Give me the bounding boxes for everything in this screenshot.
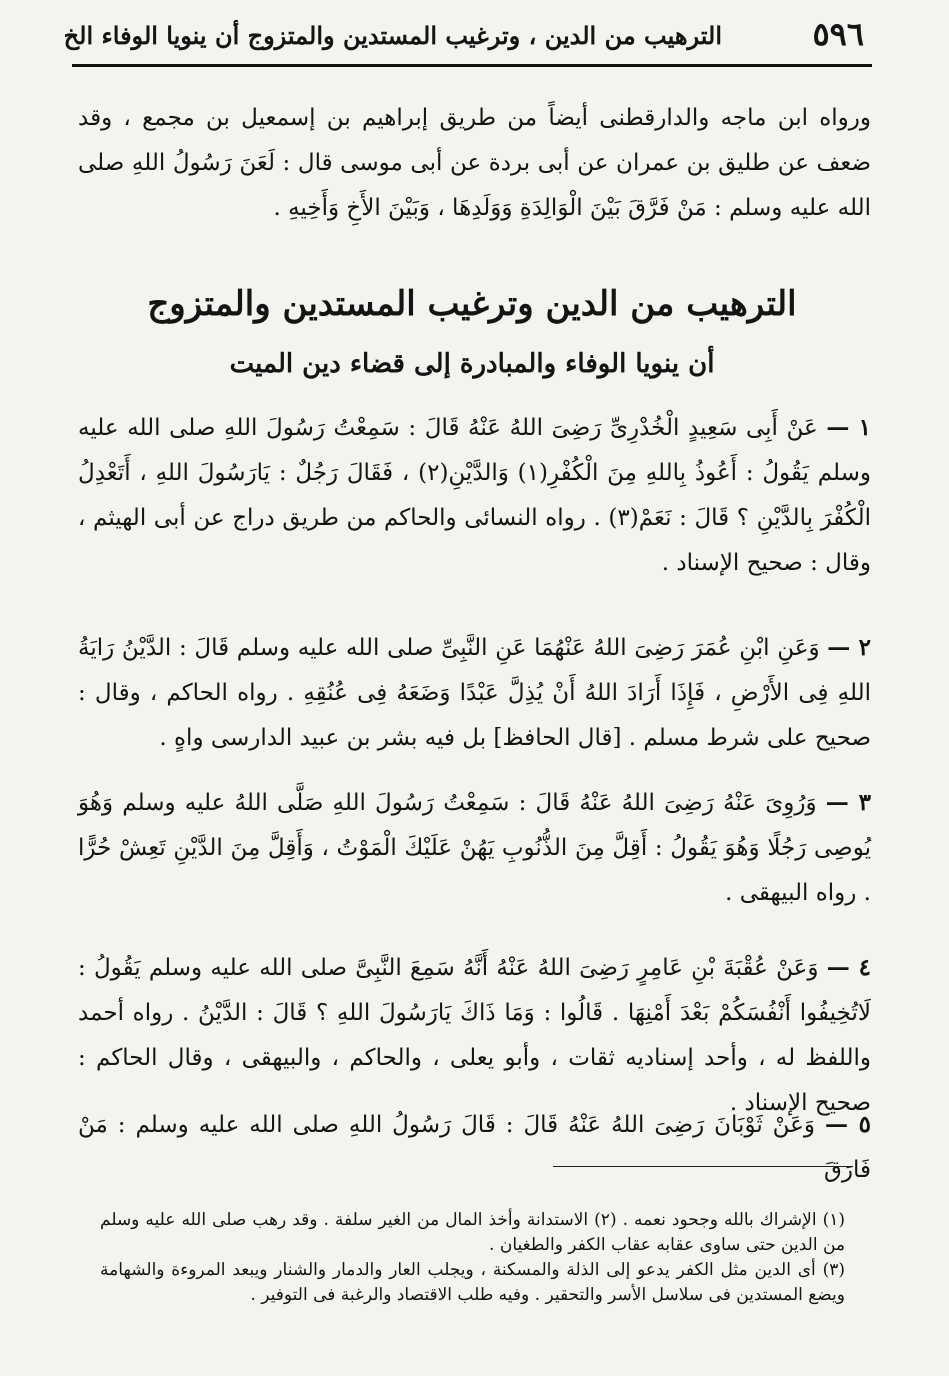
hadith-number: ٢ — (827, 634, 871, 661)
hadith-number: ١ — (826, 414, 871, 441)
hadith-text: عَنْ أَبِى سَعِيدٍ الْخُدْرِىِّ رَضِىَ اللهُ عَنْهُ قَالَ : سَمِعْتُ رَسُولَ اللهِ صلى الله عليه وسلم يَقُولُ : أَعُوذُ بِاللهِ مِنَ الْكُفْرِ(١) وَالدَّيْنِ(٢) ، فَقَالَ رَجُلٌ : يَارَسُولَ اللهِ ، أَتَعْدِلُ الْكُفْرَ بِالدَّيْنِ ؟ قَالَ : نَعَمْ(٣) . رواه النسائى والحاكم من طريق دراج عن أبى الهيثم ، وقال : صحيح الإسناد . (78, 415, 871, 576)
hadith-5 (78, 1102, 871, 1193)
section-subtitle: أن ينويا الوفاء والمبادرة إلى قضاء دين الميت (229, 349, 715, 379)
hadith-3 (78, 780, 871, 916)
intro-paragraph: ورواه ابن ماجه والدارقطنى أيضاً من طريق إبراهيم بن إسمعيل بن مجمع ، وقد ضعف عن طليق بن عمران عن أبى بردة عن أبى موسى قال : لَعَنَ رَسُولُ اللهِ صلى الله عليه وسلم : مَنْ فَرَّقَ بَيْنَ الْوَالِدَةِ وَوَلَدِهَا ، وَبَيْنَ الأَخِ وَأَخِيهِ . (78, 105, 871, 221)
hadith-text: وَعَنْ عُقْبَةَ بْنِ عَامِرٍ رَضِىَ اللهُ عَنْهُ أَنَّهُ سَمِعَ النَّبِىَّ صلى الله عليه وسلم يَقُولُ : لَاتُخِيفُوا أَنْفُسَكُمْ بَعْدَ أَمْنِهَا . قَالُوا : وَمَا ذَاكَ يَارَسُولَ اللهِ ؟ قَالَ : الدَّيْنُ . رواه أحمد واللفظ له ، وأحد إسناديه ثقات ، وأبو يعلى ، والحاكم ، والبيهقى ، وقال الحاكم : صحيح الإسناد . (78, 955, 871, 1116)
hadith-2 (78, 625, 871, 761)
hadith-text: وَعَنْ ثَوْبَانَ رَضِىَ اللهُ عَنْهُ قَالَ : قَالَ رَسُولُ اللهِ صلى الله عليه وسلم : مَنْ فَارَقَ (78, 1112, 871, 1183)
page-number: ٥٩٦ (812, 15, 864, 53)
running-title: الترهيب من الدين ، وترغيب المستدين والمتزوج أن ينويا الوفاء الخ (63, 21, 722, 50)
hadith-text: وَعَنِ ابْنِ عُمَرَ رَضِىَ اللهُ عَنْهُمَا عَنِ النَّبِىِّ صلى الله عليه وسلم قَالَ : الدَّيْنُ رَايَةُ اللهِ فِى الأَرْضِ ، فَإِذَا أَرَادَ اللهُ أَنْ يُذِلَّ عَبْدًا وَضَعَهُ فِى عُنُقِهِ . رواه الحاكم ، وقال : صحيح على شرط مسلم . [قال الحافظ] بل فيه بشر بن عبيد الدارسى واهٍ . (78, 635, 871, 751)
hadith-number: ٣ — (825, 789, 872, 816)
hadith-4 (78, 945, 871, 1126)
footnote-divider (553, 1166, 853, 1167)
hadith-1 (78, 405, 871, 586)
hadith-number: ٥ — (825, 1111, 872, 1138)
footnote: (٣) أى الدين مثل الكفر يدعو إلى الذلة والمسكنة ، ويجلب العار والدمار والشنار ويبعد المروءة والشهامة ويضع المستدين فى سلاسل الأسر والتحقير . وفيه طلب الاقتصاد والرغبة فى التوفير . (100, 1260, 845, 1305)
section-title: الترهيب من الدين وترغيب المستدين والمتزوج (147, 284, 797, 324)
footnote: (١) الإشراك بالله وجحود نعمه . (٢) الاستدانة وأخذ المال من الغير سلفة . وقد رهب صلى الله عليه وسلم من الدين حتى ساوى عقابه عقاب الكفر والطغيان . (100, 1210, 846, 1255)
footnotes (100, 1208, 845, 1308)
page-header (63, 8, 872, 67)
hadith-text: وَرُوِىَ عَنْهُ رَضِىَ اللهُ عَنْهُ قَالَ : سَمِعْتُ رَسُولَ اللهِ صَلَّى اللهُ عليه وسلم وَهُوَ يُوصِى رَجُلًا وَهُوَ يَقُولُ : أَقِلَّ مِنَ الذُّنُوبِ يَهُنْ عَلَيْكَ الْمَوْتُ ، وَأَقِلَّ مِنَ الدَّيْنِ تَعِشْ حُرًّا . رواه البيهقى . (78, 790, 871, 906)
hadith-number: ٤ — (826, 954, 871, 981)
